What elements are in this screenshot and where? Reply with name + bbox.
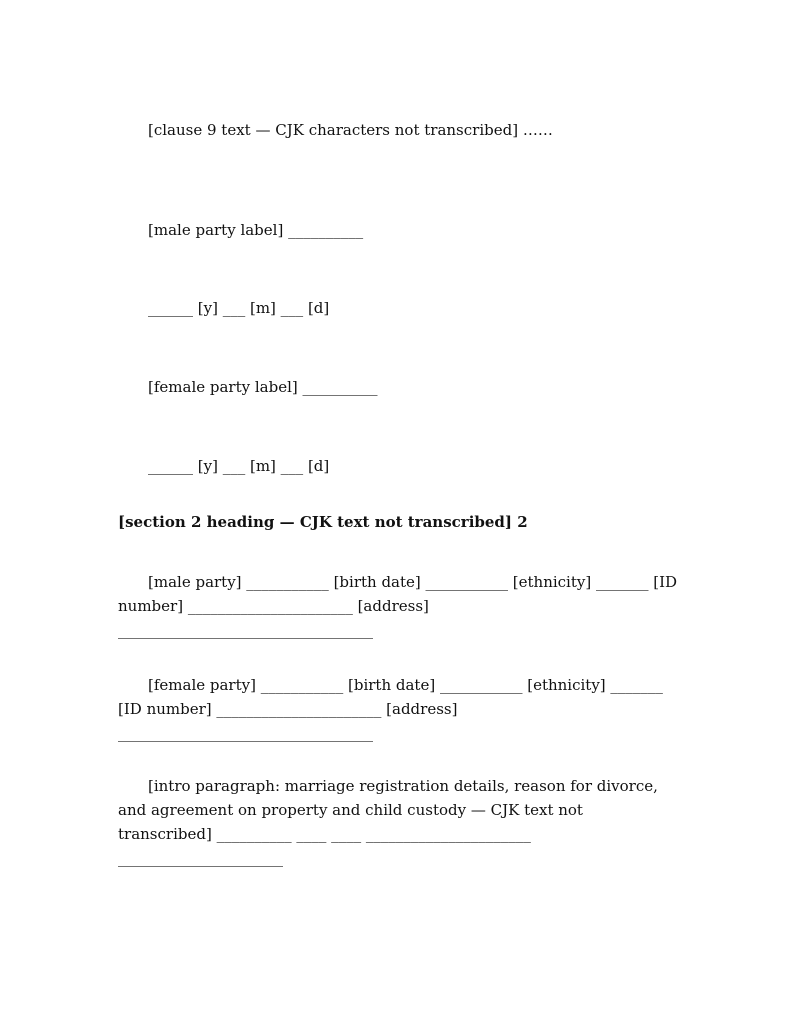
female-signature-line: [female party label] __________ [148,378,378,396]
male-signature-line: [male party label] __________ [148,221,364,239]
male-date-line: ______ [y] ___ [m] ___ [d] [148,299,330,317]
section-heading: [section 2 heading — CJK text not transcribed] 2 [118,513,528,531]
female-party-info: [female party] ___________ [birth date] ___________ [ethnicity] _______ [ID number] ______________________ [address] __________________________________ [118,676,663,742]
agreement-intro-paragraph: [intro paragraph: marriage registration details, reason for divorce, and agreement on property and child custody — CJK text not transcribed] __________ ____ ____ ______________________ ______________________ [118,777,658,867]
female-date-line: ______ [y] ___ [m] ___ [d] [148,457,330,475]
clause-9-paragraph: [clause 9 text — CJK characters not transcribed] …… [148,121,553,139]
male-party-info: [male party] ___________ [birth date] ___________ [ethnicity] _______ [ID number] ______________________ [address] __________________________________ [118,573,678,639]
